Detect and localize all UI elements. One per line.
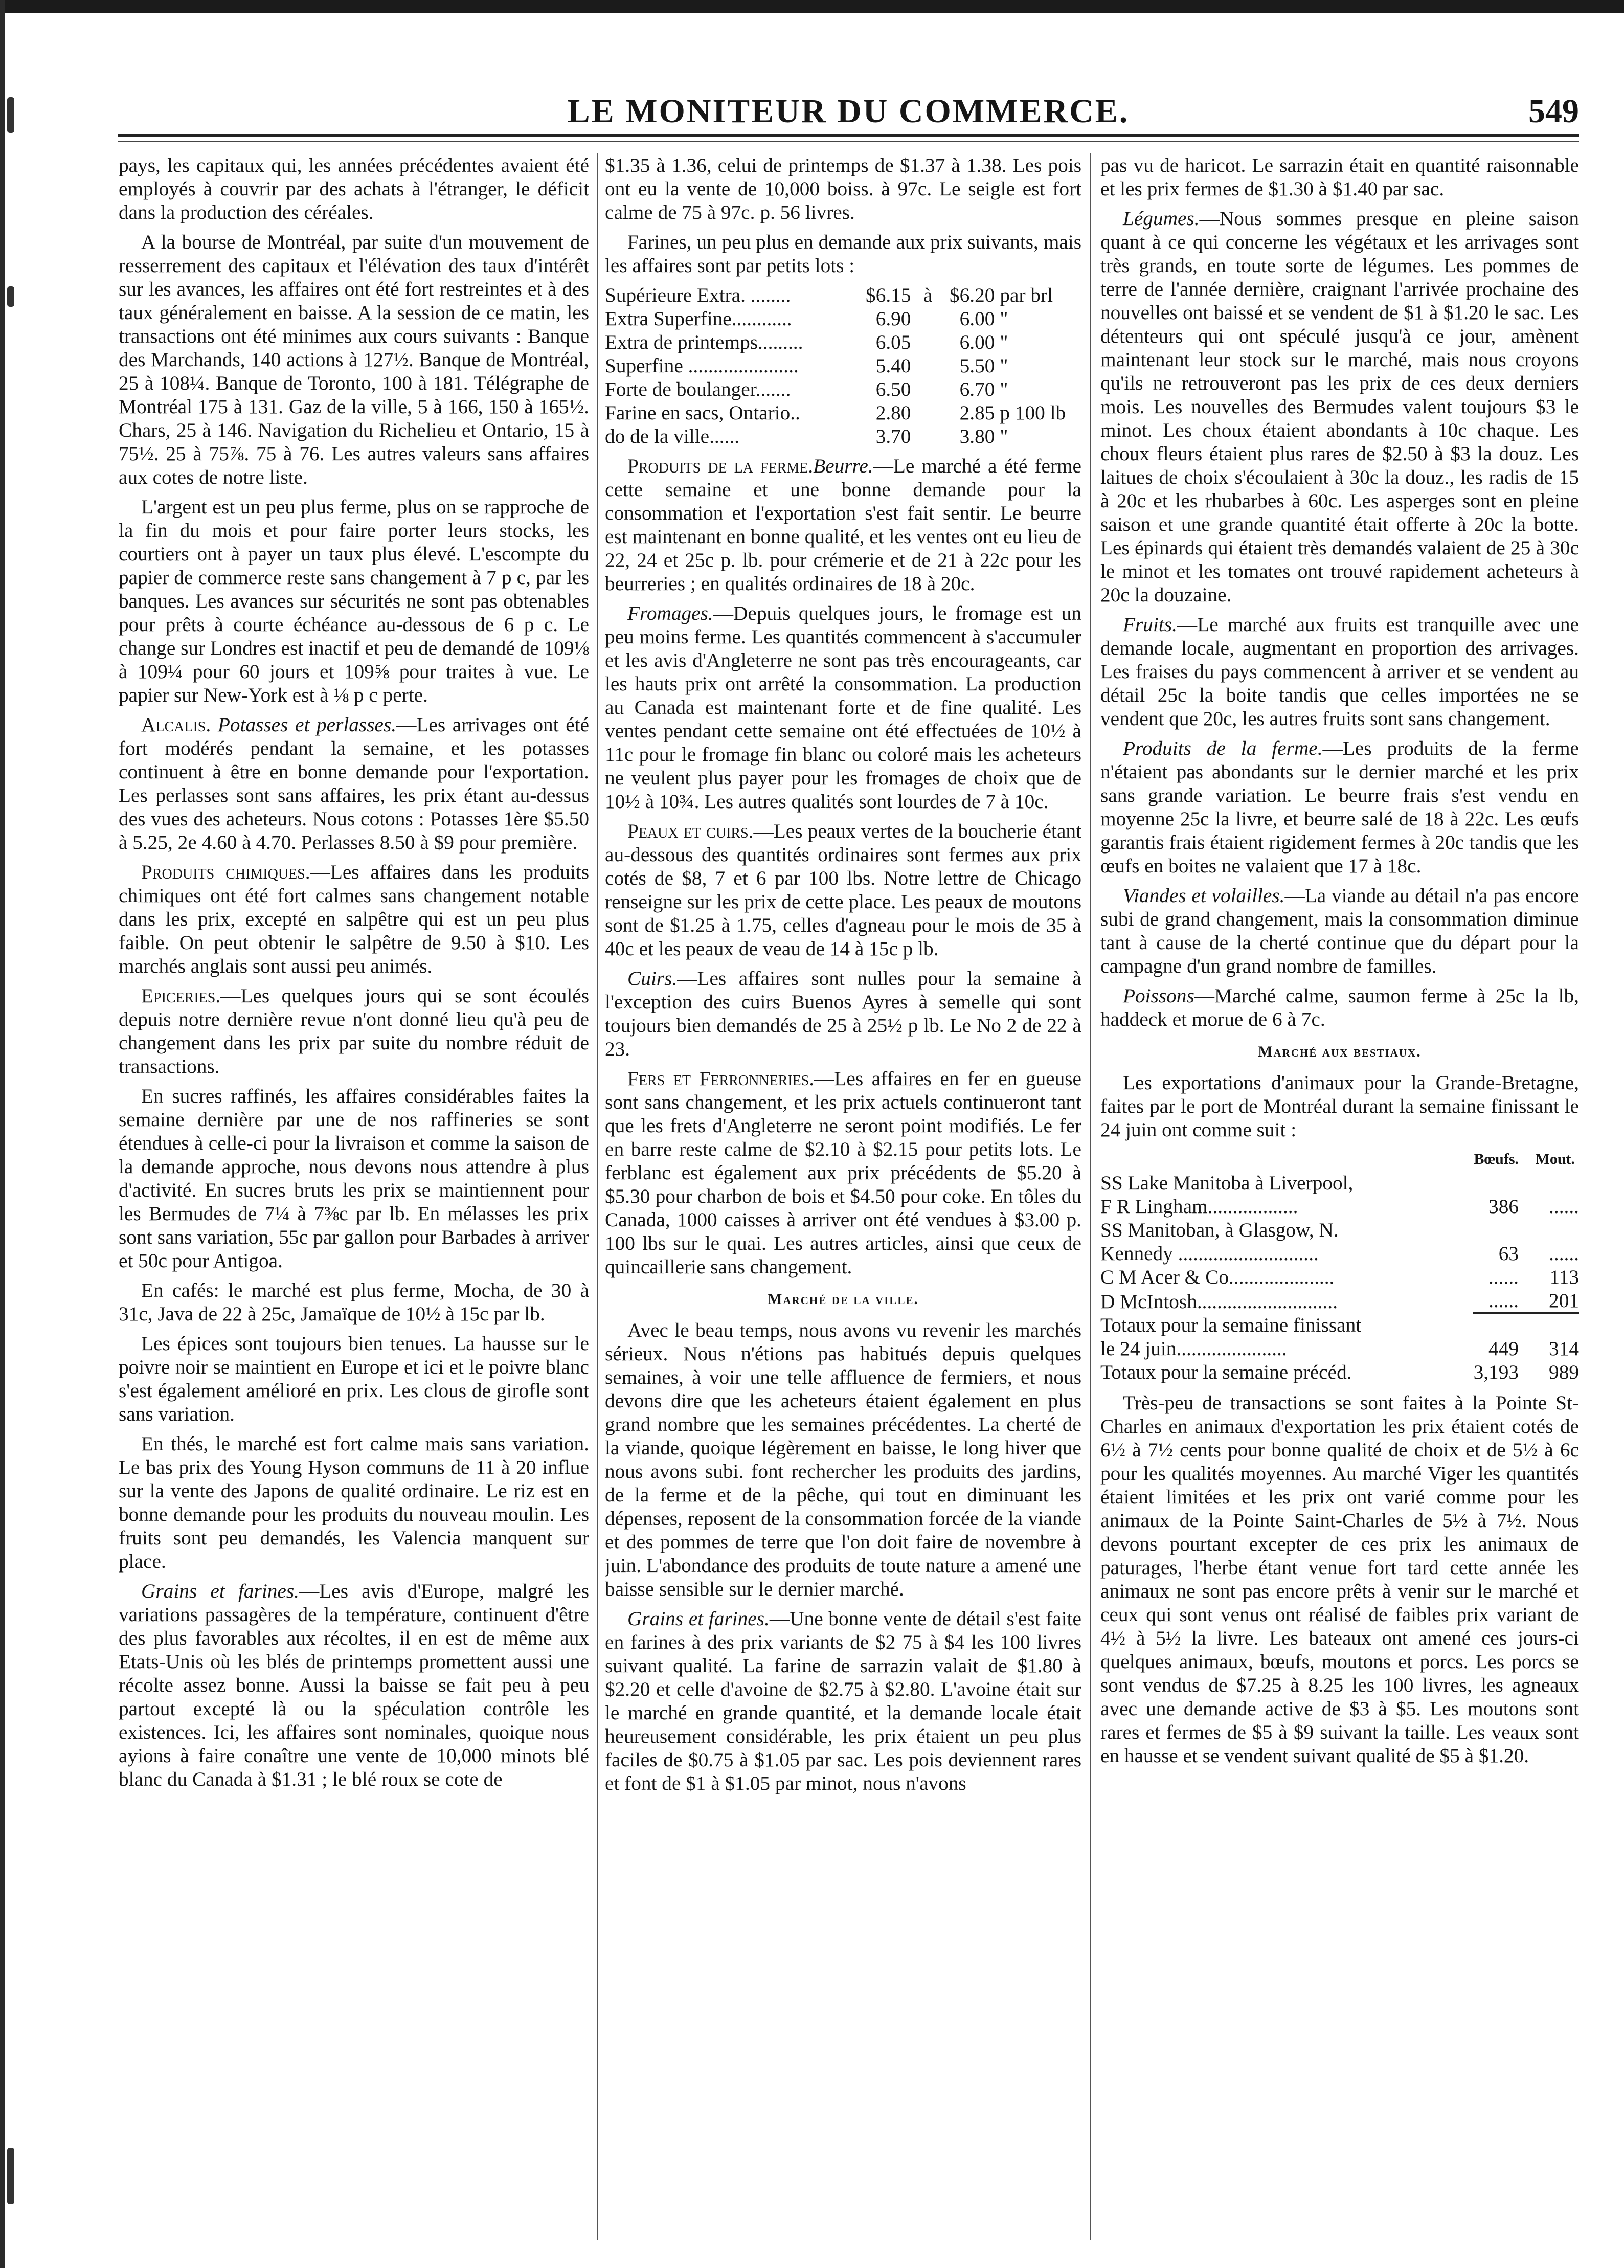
price-label: Extra de printemps......... [605,331,803,353]
row-label: D McIntosh............................ [1100,1290,1338,1313]
price-high: 6.00 [959,307,995,330]
column-header-boeufs: Bœufs. [1474,1151,1519,1167]
flour-price-table [605,283,1081,448]
paragraph-produits-chimiques [119,860,589,978]
rubric-heading: Grains et farines. [627,1607,770,1630]
publication-title: LE MONITEUR DU COMMERCE. [567,93,1130,130]
column-divider [597,153,598,2240]
totals-row [1100,1360,1579,1384]
paragraph-peaux [605,819,1081,960]
rubric-heading: Produits chimiques. [141,861,310,883]
boeufs-count: ...... [1488,1266,1519,1288]
price-high: $6.20 [949,284,995,306]
boeufs-count: 386 [1488,1195,1519,1218]
price-label: do de la ville...... [605,425,740,447]
paragraph-produits-ferme [605,454,1081,595]
row-label: le 24 juin...................... [1100,1337,1287,1360]
boeufs-count: ...... [1488,1289,1519,1312]
paragraph-text: —Les produits de la ferme n'étaient pas abondants sur le dernier marché et les prix sans grande variation. Le beurre frais s'est vendu en moyenne 25c la livre, et beurre salé de 18 à 22c. Les œufs garantis frais étaient rigidement fermes à 20c tandis que les œufs en boites ne valaient que 17 à 18c. [1100,737,1579,877]
table-row [605,377,1081,401]
paragraph-fromages [605,601,1081,813]
paragraph-cuirs [605,967,1081,1061]
price-sep [920,330,937,354]
price-low: 6.05 [875,331,911,353]
price-unit: " [1000,307,1008,330]
price-unit: " [1000,425,1008,447]
column-right [1100,153,1579,2248]
price-high: 2.85 [959,401,995,424]
price-low: 5.40 [875,354,911,377]
paragraph-text: —La viande au détail n'a pas encore subi de grand changement, mais la consommation diminue tant à cause de la cherté continue que du départ pour la campagne d'un grand nombre de familles. [1100,884,1579,977]
rubric-heading: Fromages. [627,602,713,624]
price-low: 2.80 [875,401,911,424]
paragraph-text: —Les arrivages ont été fort modérés pendant la semaine, et les potasses continuent à être en bonne demande pour l'exportation. Les perlasses sont sans affaires, les prix étant au-dessus des vues des acheteurs. Nous cotons : Potasses 1ère $5.50 à 5.25, 2e 4.60 à 4.70. Perlasses 8.50 à $9 pour première. [119,713,589,854]
table-row [605,283,1081,307]
row-label: F R Lingham.................. [1100,1195,1298,1218]
paragraph-legumes [1100,207,1579,607]
paragraph: Les exportations d'animaux pour la Grande-Bretagne, faites par le port de Montréal durant la semaine finissant le 24 juin ont comme suit : [1100,1071,1579,1141]
binding-mark [7,97,14,133]
table-row [605,424,1081,448]
paragraph-text: —Marché calme, saumon ferme à 25c la lb, haddeck et morue de 6 à 7c. [1100,984,1579,1030]
binding-mark [7,2148,14,2204]
rubric-heading: Peaux et cuirs. [627,820,754,842]
scan-top-edge [0,0,1624,13]
row-label: Kennedy ............................ [1100,1242,1319,1265]
moutons-count [1523,1218,1579,1242]
price-high: 6.70 [959,378,995,400]
paragraph-poissons [1100,984,1579,1031]
table-row [605,401,1081,424]
paragraph-text: —Les avis d'Europe, malgré les variations passagères de la température, continuent d'être des plus favorables aux récoltes, il en est de même aux Etats-Unis où les blés de printemps promettent aussi une récolte assez bonne. Aussi la baisse se fait peu à peu partout excepté là ou la spéculation contrôle les existences. Ici, les affaires sont nominales, quoique nous ayions à faire conaître une vente de 10,000 minots blé blanc du Canada à $1.31 ; le blé roux se cote de [119,1580,589,1790]
paragraph: pas vu de haricot. Le sarrazin était en quantité raisonnable et les prix fermes de $1.30 à $1.40 par sac. [1100,154,1579,200]
paragraph-text: —Les affaires en fer en gueuse sont sans changement, et les prix actuels continueront tant que les frets d'Angleterre ne seront point modifiés. Le fer en barre reste calme de $2.10 à $2.15 pour petits lots. Le ferblanc est également aux prix précédents de $5.20 à $5.30 pour charbon de bois et $4.50 pour coke. En tôles du Canada, 1000 caisses à arriver ont été vendues à $3.00 p. 100 lbs sur le quai. Les autres articles, ainsi que ceux de quincaillerie sans changement. [605,1067,1081,1278]
column-header-moutons: Mout. [1535,1151,1575,1167]
price-unit: " [1000,354,1008,377]
rubric-heading: Grains et farines. [141,1580,299,1602]
rubric-heading: Légumes. [1123,207,1200,230]
paragraph-text: —Nous sommes presque en pleine saison quant à ce qui concerne les végétaux et les arrivages sont très grands, en toute sorte de légumes. Les pommes de terre de l'année dernière, craignant l'arrivée prochaine des nouvelles ont baissé et se vendent de $1 à $1.20 le sac. Les détenteurs qui ont spéculé jusqu'à ce jour, amènent maintenant leur stock sur le marché, mais nous croyons qu'ils ne retrouveront pas les prix de ces deux derniers mois. Les nouvelles des Bermudes valent toujours $3 le minot. Les choux étaient abondants à 10c chaque. Les choux fleurs étaient plus rares de $2.50 à $3 la douz. Les laitues de choix s'écoulaient à 30c la douz., les radis de 15 à 20c et les rhubarbes à 60c. Les asperges sont en pleine saison et une grande quantité était offerte à 20c la botte. Les épinards qui étaient très demandés valaient de 25 à 30c le minot et les tomates ont trouvé rapidement acheteurs à 20c la douzaine. [1100,207,1579,606]
table-row [605,354,1081,377]
section-heading-marche-bestiaux: Marché aux bestiaux. [1258,1043,1422,1060]
row-label: SS Lake Manitoba à Liverpool, [1100,1172,1354,1194]
price-low: 3.70 [875,425,911,447]
paragraph-grains [119,1579,589,1791]
boeufs-count: 449 [1488,1337,1519,1360]
column-middle [605,153,1081,2248]
paragraph-text: —Les affaires dans les produits chimiques ont été fort calmes sans changement notable dans les prix, excepté en salpêtre qui est un peu plus faible. On peut obtenir le salpêtre de 9.50 à $10. Les marchés anglais sont aussi peu animés. [119,861,589,977]
column-divider [1090,153,1091,2240]
paragraph: En thés, le marché est fort calme mais sans variation. Le bas prix des Young Hyson communs de 11 à 20 influe sur la vente des Japons de qualité ordinaire. Le riz est en bonne demande pour les produits du nouveau moulin. Les fruits sont peu demandés, les Valencia manquent sur place. [119,1432,589,1573]
moutons-count: ...... [1549,1195,1579,1218]
paragraph-produits-ferme [1100,736,1579,878]
price-label: Farine en sacs, Ontario.. [605,401,800,424]
header-rule [118,134,1579,137]
price-low: 6.90 [875,307,911,330]
table-row [1100,1242,1579,1265]
price-high: 5.50 [959,354,995,377]
moutons-count [1523,1171,1579,1195]
table-row [1100,1265,1579,1289]
page-header [118,92,1579,133]
rubric-subheading: Potasses et perlasses. [217,713,397,736]
price-sep [920,377,937,401]
scan-left-edge [0,0,5,2268]
paragraph-fruits [1100,613,1579,730]
price-high: 3.80 [959,425,995,447]
rubric-heading: Cuirs. [627,967,678,990]
paragraph-text: —Une bonne vente de détail s'est faite en farines à des prix variants de $2 75 à $4 les 100 livres suivant qualité. La farine de sarrazin valait de $1.80 à $2.20 et celle d'avoine de $2.75 à $2.80. L'avoine était sur le marché en grande quantité, et la demande locale était heureusement considérable, les prix étaient un peu plus faciles de $0.75 à $1.05 par sac. Les pois deviennent rares et font de $1 à $1.05 par minot, nous n'avons [605,1607,1081,1794]
rubric-heading: Fers et Ferronneries. [627,1067,815,1090]
price-high: 6.00 [959,331,995,353]
paragraph-text: —Les affaires sont nulles pour la semaine à l'exception des cuirs Buenos Ayres à semelle qui sont toujours bien demandés de 25 à 25½ p lb. Le No 2 de 22 à 23. [605,967,1081,1060]
paragraph: Avec le beau temps, nous avons vu revenir les marchés sérieux. Nous n'étions pas habitués depuis quelques semaines, à voir une telle affluence de fermiers, et nous devons dire que les acheteurs étaient également en plus grand nombre que les semaines précédentes. La cherté de la viande, quoique légèrement en baisse, le long hiver que nous avons subi. font rechercher les produits des jardins, de la ferme et de la pêche, qui tout en diminuant les dépenses, reposent de la consommation forcée de la viande et des pommes de terre que l'on doit faire de novembre à juin. L'abondance des produits de toute nature a amené une baisse sensible sur le dernier marché. [605,1319,1081,1600]
table-row [1100,1289,1579,1313]
section-heading-marche-ville: Marché de la ville. [768,1291,919,1308]
column-left [119,153,589,2248]
row-label: Totaux pour la semaine précéd. [1100,1360,1352,1383]
price-label: Extra Superfine............ [605,307,792,330]
paragraph: Les épices sont toujours bien tenues. La hausse sur le poivre noir se maintient en Europe et ici et le poivre blanc s'est également amélioré en prix. Les clous de girofle sont sans variation. [119,1332,589,1425]
paragraph-viandes [1100,884,1579,978]
table-row [1100,1195,1579,1218]
paragraph: L'argent est un peu plus ferme, plus on se rapproche de la fin du mois et pour faire porter leurs stocks, les courtiers ont à payer un taux plus élevé. L'escompte du papier de commerce reste sans changement à 7 p c, par les banques. Les avances sur sécurités ne sont pas obtenables pour prêts à courte échéance au-dessous de 6 p c. Le change sur Londres est inactif et peu de demandé de 109⅛ à 109¼ pour 60 jours et 109⅝ pour traites à vue. Le papier sur New-York est à ⅛ p c perte. [119,496,589,706]
rubric-heading: Epiceries. [141,984,221,1007]
price-low: $6.15 [866,284,911,306]
price-low: 6.50 [875,378,911,400]
rubric-subheading: Beurre. [813,455,873,477]
totals-row [1100,1313,1579,1337]
moutons-count: 201 [1549,1289,1579,1312]
price-unit: p 100 lb [1000,401,1066,424]
price-unit: " [1000,331,1008,353]
rubric-heading: Fruits. [1123,613,1177,636]
paragraph-text: —Les quelques jours qui se sont écoulés depuis notre dernière revue n'ont donné lieu qu'à peu de changement dans les prix par suite du nombre réduit de transactions. [119,984,589,1077]
row-label: Totaux pour la semaine finissant [1100,1313,1362,1336]
table-row [605,330,1081,354]
table-row [605,307,1081,330]
price-label: Forte de boulanger....... [605,378,791,400]
paragraph: Très-peu de transactions se sont faites à la Pointe St-Charles en animaux d'exportation les prix étaient cotés de 6½ à 7½ cents pour bonne qualité de choix et de 5½ à 6c pour les qualités moyennes. Au marché Viger les quantités étaient limitées et les prix ont varié comme pour les animaux de la Pointe Saint-Charles de 5½ à 7½. Nous devons pourtant excepter de ces prix les animaux de paturages, l'herbe étant venue fort tard cette année les animaux ne sont pas encore prêts à venir sur le marché et ceux qui sont venus ont réalisé de faibles prix variant de 4½ à 5½ la livre. Les bateaux ont amené ces jours-ci quelques animaux, bœufs, moutons et porcs. Les porcs se sont vendus de $7.25 à 8.25 les 100 livres, les agneaux avec une demande active de $3 à $5. Les moutons sont rares et fermes de $5 à $9 suivant la taille. Les veaux sont en hausse et se vendent suivant qualité de $5 à $1.20. [1100,1391,1579,1767]
boeufs-count [1473,1171,1523,1195]
livestock-export-table [1100,1148,1579,1384]
page-number: 549 [1528,93,1579,130]
paragraph: $1.35 à 1.36, celui de printemps de $1.37 à 1.38. Les pois ont eu la vente de 10,000 boiss. à 97c. Le seigle est fort calme de 75 à 97c. p. 56 livres. [605,154,1081,223]
binding-mark [7,286,14,307]
paragraph-alcalis [119,713,589,854]
paragraph-epiceries [119,984,589,1078]
paragraph-text: —Le marché aux fruits est tranquille avec une demande locale, augmentant en proportion des arrivages. Les fraises du pays commencent à arriver et se vendent au détail 25c la boite tandis que celles importées ne se vendent que 20c, les autres fruits sont sans changement. [1100,613,1579,730]
boeufs-count: 3,193 [1473,1360,1519,1383]
paragraph-grains-ville [605,1607,1081,1795]
price-label: Superfine ...................... [605,354,799,377]
moutons-count: ...... [1549,1242,1579,1265]
moutons-count: 314 [1549,1337,1579,1360]
row-label: SS Manitoban, à Glasgow, N. [1100,1219,1339,1241]
rubric-heading: Poissons [1123,984,1194,1007]
paragraph-text: —Les peaux vertes de la boucherie étant au-dessous des quantités ordinaires sont fermes aux prix cotés de $8, 7 et 6 par 100 lbs. Notre lettre de Chicago renseigne sur les prix de cette place. Les peaux de moutons sont de $1.25 à 1.75, celles d'agneau pour le mois de 35 à 40c et les peaux de veau de 14 à 15c p lb. [605,820,1081,960]
price-label: Supérieure Extra. ........ [605,284,791,306]
paragraph: A la bourse de Montréal, par suite d'un mouvement de resserrement des capitaux et l'élévation des taux d'intérêt sur les avances, les affaires ont été fort restreintes et à des taux généralement en baisse. A la session de ce matin, les transactions ont été minimes aux cours suivants : Banque des Marchands, 140 actions à 127½. Banque de Montréal, 25 à 108¼. Banque de Toronto, 100 à 181. Télégraphe de Montréal 175 à 131. Gaz de la ville, 5 à 166, 150 à 165½. Chars, 25 à 146. Navigation du Richelieu et Ontario, 15 à 75½. 25 à 75⅞. 75 à 76. Les autres valeurs sans affaires aux cotes de notre liste. [119,231,589,488]
rubric-heading: Produits de la ferme. [1123,737,1323,759]
rubric-heading: Produits de la ferme. [627,455,814,477]
table-header-row [1100,1148,1579,1171]
row-label: C M Acer & Co..................... [1100,1266,1335,1288]
totals-row [1100,1337,1579,1360]
paragraph: Farines, un peu plus en demande aux prix suivants, mais les affaires sont par petits lots : [605,231,1081,277]
price-unit: " [1000,378,1008,400]
boeufs-count [1473,1313,1523,1337]
paragraph-text: —Le marché a été ferme cette semaine et une bonne demande pour la consommation et l'exportation s'est fait sentir. Le beurre est maintenant en bonne qualité, et les ventes ont eu lieu de 22, 24 et 25c p. lb. pour crémerie et de 21 à 22c pour les beurreries ; en qualités ordinaires de 18 à 20c. [605,455,1081,595]
header-rule-thin [118,141,1579,142]
price-sep: à [923,284,933,306]
price-sep [920,401,937,424]
moutons-count [1523,1313,1579,1337]
price-sep [920,307,937,330]
paragraph: pays, les capitaux qui, les années précédentes avaient été employés à couvrir par des achats à l'étranger, le déficit dans la production des céréales. [119,154,589,223]
rubric-heading: Alcalis. [141,713,211,736]
paragraph: En sucres raffinés, les affaires considérables faites la semaine dernière par une de nos raffineries se sont étendues à celle-ci pour la livraison et comme la saison de la demande approche, nous devons nous attendre à plus d'activité. En sucres bruts les prix se maintiennent pour les Bermudes de 7¼ à 7⅜c par lb. En mélasses les prix sont sans variation, 55c par gallon pour Barbades à arriver et 50c pour Antigoa. [119,1085,589,1272]
price-sep [920,354,937,377]
boeufs-count [1473,1218,1523,1242]
table-row [1100,1218,1579,1242]
price-unit: par brl [1000,284,1053,306]
price-sep [920,424,937,448]
rubric-heading: Viandes et volailles. [1123,884,1285,907]
paragraph-text: —Depuis quelques jours, le fromage est un peu moins ferme. Les quantités commencent à s'accumuler et les avis d'Angleterre ne sont pas très encourageants, car les hauts prix ont arrêté la consommation. La production au Canada est maintenant forte et de fine qualité. Les ventes pendant cette semaine ont été effectuées de 10½ à 11c pour le fromage fin blanc ou coloré mais les acheteurs ne veulent plus payer pour les fromages de choix que de 10½ à 10¾. Les autres qualités sont lourdes de 7 à 10c. [605,602,1081,813]
moutons-count: 113 [1549,1266,1579,1288]
paragraph-fers [605,1067,1081,1278]
paragraph: En cafés: le marché est plus ferme, Mocha, de 30 à 31c, Java de 22 à 25c, Jamaïque de 10½ à 15c par lb. [119,1279,589,1325]
moutons-count: 989 [1549,1360,1579,1383]
boeufs-count: 63 [1498,1242,1519,1265]
table-row [1100,1171,1579,1195]
